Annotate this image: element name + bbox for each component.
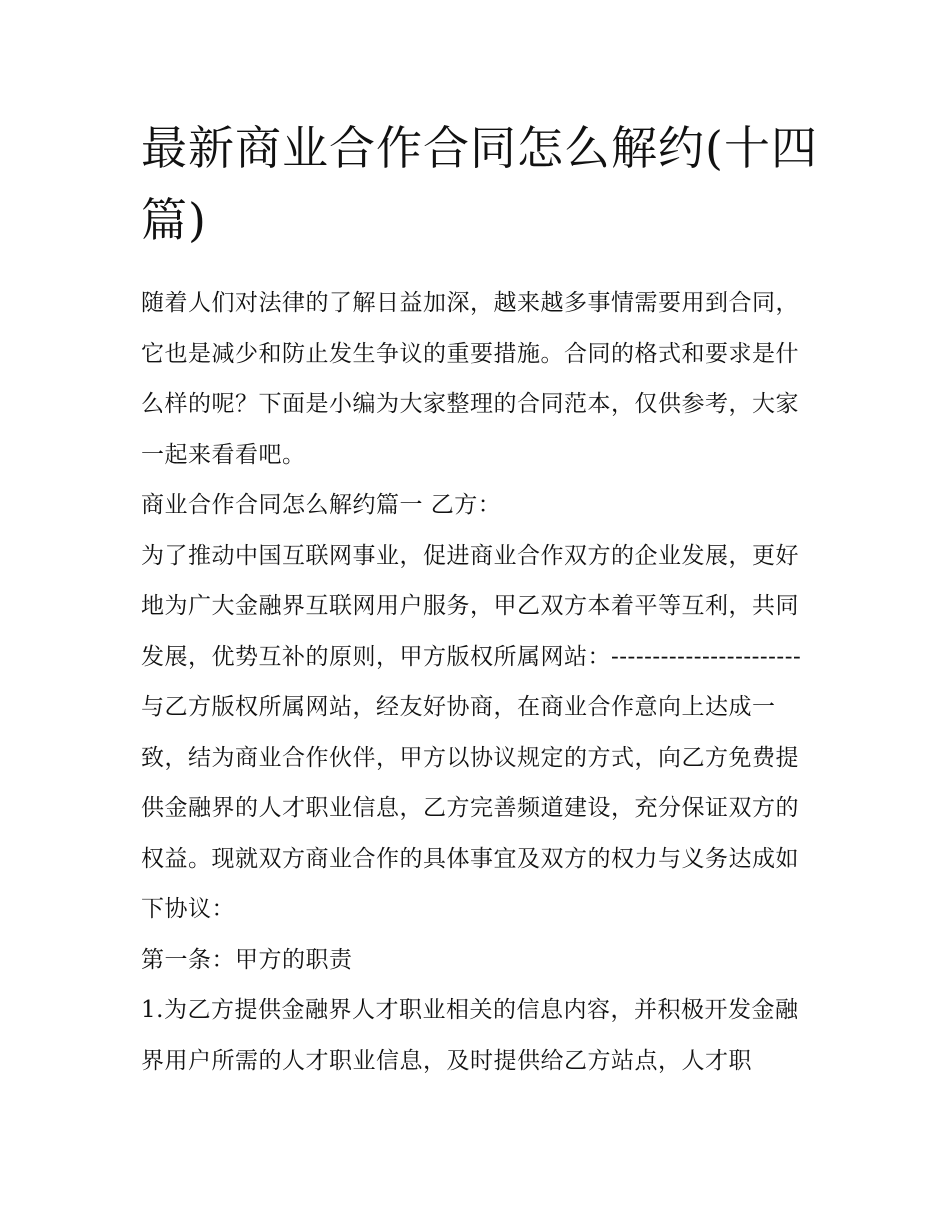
article-heading: 第一条：甲方的职责 [141,946,353,973]
agreement-paragraph: 为了推动中国互联网事业，促进商业合作双方的企业发展，更好地为广大金融界互联网用户服务，甲乙双方本着平等互利，共同发展，优势互补的原则，甲方版权所属网站：-----------------------与乙方版权所属网站，经友好协商，在商业合作意向上达成一致，结为商业合作伙伴，甲方以协议规定的方式，向乙方免费提供金融界的人才职业信息，乙方完善频道建设，充分保证双方的权益。现就双方商业合作的具体事宜及双方的权力与义务达成如下协议： [141,542,802,922]
article-item-1: 1.为乙方提供金融界人才职业相关的信息内容，并积极开发金融界用户所需的人才职业信息，及时提供给乙方站点，人才职 [141,997,799,1074]
section-heading: 商业合作合同怎么解约篇一 乙方： [141,492,502,518]
document-title: 最新商业合作合同怎么解约(十四篇) [141,121,818,247]
document-body [141,112,821,1086]
intro-paragraph: 随着人们对法律的了解日益加深，越来越多事情需要用到合同，它也是减少和防止发生争议的重要措施。合同的格式和要求是什么样的呢？下面是小编为大家整理的合同范本，仅供参考，大家一起来看看吧。 [141,290,799,468]
